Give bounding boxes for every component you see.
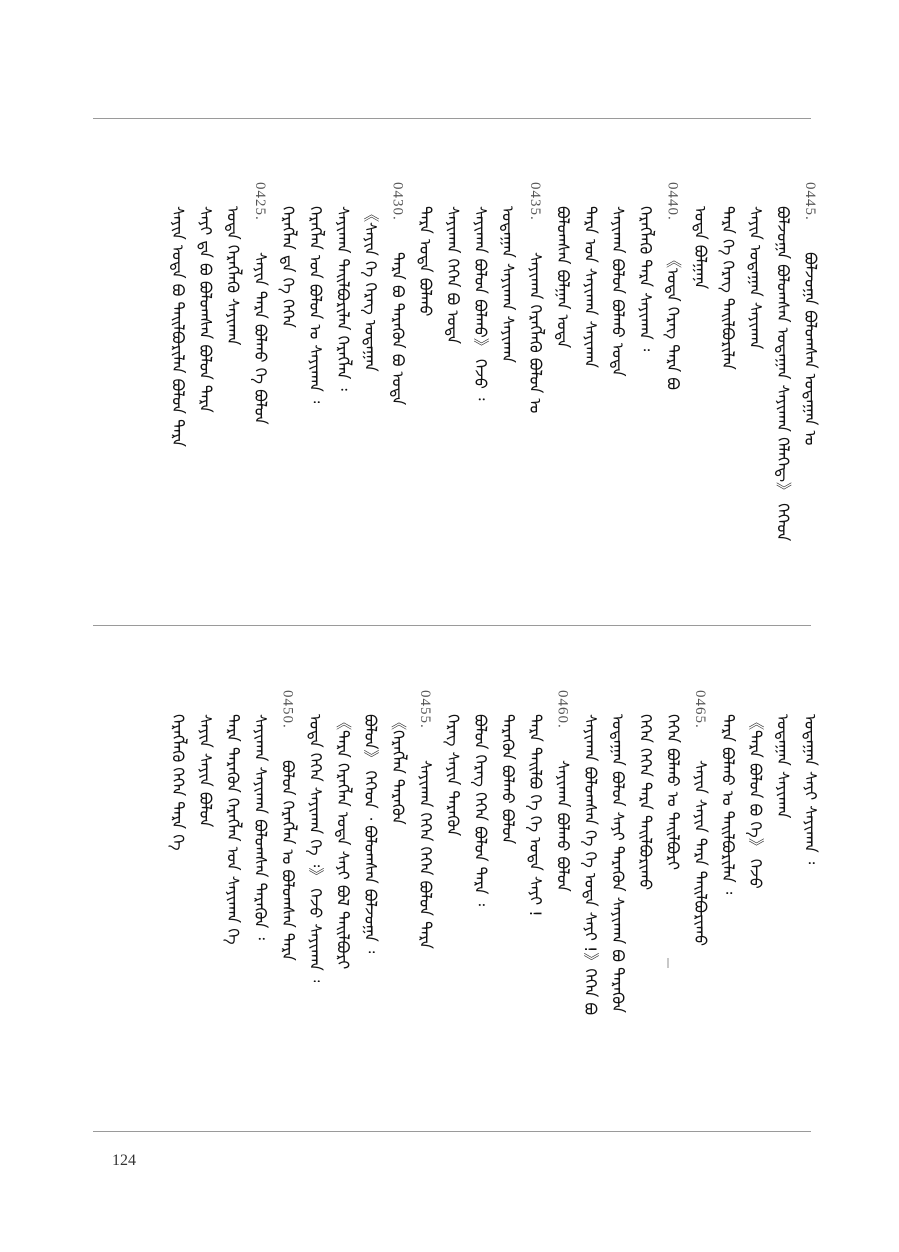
text-column [496,690,520,1114]
mongolian-verse-line: ᠬᠡᠷᠡᠭ ᠰᠠᠶᠢᠨ ᠲᠡᠷᠡᠭᠦᠨ [443,714,463,837]
mongolian-verse-line: ᠰᠠᠶᠢᠬᠠᠨ ᠭᠡᠭᠡᠨ ᠪᠣ ᠤᠳᠠ [443,206,463,345]
mongolian-verse-line: ᠰᠠᠶᠢᠨ ᠤᠳᠠᠭᠠᠨ ᠰᠠᠶᠢᠬᠠᠨ [746,206,765,350]
text-column [248,690,272,1114]
text-column [221,690,245,1114]
mongolian-verse-line: ᠤᠳᠠ ᠬᠡᠷᠡᠭᠯᠡᠬᠦ ᠰᠠᠶᠢᠬᠠᠨ [223,206,243,346]
mongolian-verse-line: ᠲᠡᠷᠡ ᠤᠨ ᠰᠠᠶᠢᠬᠠᠨ ᠰᠠᠶᠢᠬᠠᠨ [581,206,600,368]
text-column [468,182,492,610]
bottom-rule [93,1131,811,1132]
mongolian-verse-line: ᠰᠠᠶᠢᠬᠠᠨ ᠭᠡᠭᠡᠨ ᠭᠡᠭᠡᠨ ᠪᠣᠯᠤᠨ ᠲᠡᠷᠡ [416,760,435,949]
mongolian-verse-line: 《ᠲᠡᠷᠡ ᠬᠡᠷᠡᠭᠯᠡᠨ ᠤᠳᠠ ᠰᠠᠶᠢ ᠪᠣᠯ ᠲᠠᠢᠯᠪᠤᠷᠢ [333,714,353,970]
mongolian-verse-line: ᠲᠡᠷᠡᠭᠦᠨ ᠪᠣᠯᠬᠤ ᠪᠣᠯᠤᠨ [498,714,518,845]
text-column [358,182,382,610]
text-column [221,182,245,610]
text-column [248,182,272,610]
text-column [798,690,822,1114]
text-column [523,182,547,610]
text-column [798,182,822,610]
mongolian-verse-line: ᠲᠡᠷᠡ ᠲᠡᠷᠡᠭᠦᠨ ᠬᠡᠷᠡᠭᠯᠡᠨ ᠤᠨ ᠰᠠᠶᠢᠬᠠᠨ ᠬᠡ [223,714,243,945]
text-column [661,182,685,610]
mongolian-verse-line: ᠲᠡᠷᠡ ᠤᠳᠠ ᠪᠣᠯᠬᠤ [416,206,435,317]
mongolian-verse-line: ᠲᠡᠷᠡ ᠬᠡ ᠬᠡᠷᠡᠭ ᠲᠠᠢᠯᠪᠤᠷᠢᠯᠠᠨ [718,206,738,370]
entry-number: 0435. [527,182,543,221]
text-column [468,690,492,1114]
text-column [688,690,712,1114]
text-column [661,690,685,1114]
text-column [166,690,190,1114]
mongolian-verse-line: ᠪᠣᠯᠤᠨ》 ᠭᠡᠭᠡᠳ ᠂ ᠪᠣᠯᠤᠭᠰᠠᠨ ᠪᠣᠯᠵᠣᠭᠠ ᠄ [361,714,380,954]
mongolian-verse-line: ᠤᠳᠠᠭᠠᠨ ᠰᠠᠶᠢ ᠰᠠᠶᠢᠬᠠᠨ ᠄ [801,714,820,865]
text-column [496,182,520,610]
text-column [606,690,630,1114]
text-column [688,182,712,610]
mongolian-verse-line: ᠰᠠᠶᠢᠨ ᠲᠡᠷᠡ ᠪᠣᠯᠬᠤ ᠬᠡ ᠪᠣᠯᠤᠨ [251,252,270,425]
mongolian-verse-line: ᠤᠳᠠᠭᠠᠨ ᠪᠣᠯᠤᠨ ᠰᠠᠶᠢ ᠲᠡᠷᠡᠭᠦᠨ ᠰᠠᠶᠢᠬᠠᠨ ᠪᠣ ᠲᠡᠷᠡᠭᠦᠨ [608,714,628,1013]
mongolian-verse-line: 《ᠰᠠᠶᠢᠨ ᠬᠡ ᠬᠡᠷᠡᠭ ᠤᠳᠠᠭᠠᠨ [361,206,380,372]
entry-number: 0465. [692,690,708,729]
text-column [523,690,547,1114]
mongolian-verse-line: ᠰᠠᠶᠢᠬᠠᠨ ᠲᠠᠢᠯᠪᠤᠷᠢᠯᠠᠨ ᠬᠡᠷᠡᠭᠯᠡᠨ ᠄ [333,206,353,391]
text-column [386,690,410,1114]
mongolian-verse-line: ᠪᠣᠯᠤᠭᠰᠠᠨ ᠪᠣᠯᠭᠠᠨ ᠤᠳᠠ [553,206,573,349]
mongolian-verse-line: ᠲᠡᠷᠡ ᠪᠣ ᠲᠡᠷᠡᠭᠦᠨ ᠪᠣ ᠤᠳᠠ [388,252,408,406]
mongolian-verse-line: ᠭᠡᠭᠡᠨ ᠪᠣᠯᠬᠤ ᠤ ᠲᠠᠢᠯᠪᠤᠷᠢ [663,714,683,871]
mongolian-verse-line: ᠰᠠᠶᠢᠨ ᠰᠠᠶᠢᠨ ᠪᠣᠯᠤᠨ [196,714,215,828]
mongolian-verse-line: ᠤᠳᠠᠭᠠᠨ ᠰᠠᠶᠢᠬᠠᠨ [773,714,793,819]
entry-number: 0460. [554,690,571,729]
middle-rule [93,625,811,626]
text-column [633,182,657,610]
mongolian-verse-line: ᠤᠳᠠᠭᠠᠨ ᠰᠠᠶᠢᠬᠠᠨ ᠰᠠᠶᠢᠬᠠᠨ [498,206,518,363]
page-number: 124 [112,1152,136,1169]
upper-text-block [93,182,820,610]
mongolian-verse-line: ᠰᠠᠶᠢᠬᠠᠨ ᠪᠣᠯᠤᠭᠰᠠᠨ ᠬᠡ ᠬᠡ ᠤᠳᠠ ᠰᠠᠶᠢ !》ᠭᠡᠭᠡᠨ ᠪᠣ [581,714,600,1016]
mongolian-verse-line: ᠪᠣᠯᠤᠨ ᠬᠡᠷᠡᠭᠯᠡᠨ ᠤ ᠪᠣᠯᠤᠭᠰᠠᠨ ᠲᠡᠷᠡ [278,760,298,961]
text-column [413,182,437,610]
mongolian-verse-line: ᠰᠠᠶᠢᠬᠠᠨ ᠪᠣᠯᠤᠨ ᠪᠣᠯᠬᠤ》 ᠭᠡᠵᠦ ᠄ [471,206,490,401]
mongolian-verse-line: ᠤᠳᠠ ᠪᠣᠯᠭᠠᠨᠠ [691,206,710,290]
mongolian-verse-line: ᠬᠡᠷᠡᠭᠯᠡᠬᠦ ᠭᠡᠭᠡᠨ ᠲᠡᠷᠡ ᠬᠡ [168,714,188,851]
mongolian-verse-line: ᠬᠡᠷᠡᠭᠯᠡᠨ ᠤᠨ ᠪᠣᠯᠤᠨ ᠤ ᠰᠠᠶᠢᠬᠠᠨ ᠄ [306,206,325,404]
text-column [358,690,382,1114]
entry-number: 0440. [664,182,681,221]
text-column [441,182,465,610]
mongolian-verse-line: ᠪᠣᠯᠤᠨ ᠬᠡᠷᠡᠭ ᠭᠡᠭᠡᠨ ᠪᠣᠯᠤᠨ ᠲᠡᠷᠡ ᠄ [471,714,490,907]
mongolian-verse-line: ᠲᠡᠷᠡ ᠪᠣᠯᠬᠤ ᠤ ᠲᠠᠢᠯᠪᠤᠷᠢᠯᠠᠨ ᠄ [718,714,738,895]
text-column [606,182,630,610]
text-column [276,182,300,610]
mongolian-verse-line: ᠰᠠᠶᠢᠨ ᠤᠳᠠ ᠪᠣ ᠲᠠᠢᠯᠪᠤᠷᠢᠯᠠᠨ ᠪᠣᠯᠤᠨ ᠲᠡᠷᠡ [168,206,188,447]
mongolian-verse-line: ᠬᠡᠷᠡᠭᠯᠡᠨ ᠳᠠ ᠬᠡ ᠭᠡᠭᠡᠨ [278,206,298,328]
mongolian-verse-line: ᠬᠡᠷᠡᠭᠯᠡᠬᠦ ᠲᠡᠷᠡ ᠰᠠᠶᠢᠬᠠᠨ ᠄ [636,206,655,352]
entry-number: 0450. [279,690,296,729]
mongolian-verse-line: ᠭᠡᠭᠡᠨ ᠭᠡᠭᠡᠨ ᠲᠡᠷᠡ ᠲᠠᠢᠯᠪᠤᠷᠢᠬᠤ [636,714,655,891]
text-column [193,182,217,610]
text-column [193,690,217,1114]
text-column [303,182,327,610]
entry-number: 0445. [802,182,818,221]
text-column [413,690,437,1114]
text-column [578,690,602,1114]
entry-number: 0425. [252,182,268,221]
text-column [716,182,740,610]
lower-text-block [93,690,820,1114]
text-column [386,182,410,610]
entry-number: 0455. [417,690,433,729]
mongolian-verse-line: 《ᠤᠳᠠ ᠬᠡᠷᠡᠭ ᠲᠡᠷᠡ ᠪᠣ [663,252,683,390]
text-column [166,182,190,610]
mongolian-verse-line: ᠰᠠᠶᠢᠨ ᠰᠠᠶᠢᠨ ᠲᠡᠷᠡ ᠲᠠᠢᠯᠪᠤᠷᠢᠬᠤ [691,760,710,947]
mongolian-verse-line: ᠪᠣᠯᠵᠣᠭᠠ ᠪᠣᠯᠤᠭᠰᠠᠨ ᠤᠳᠠᠭᠠᠨ ᠤ [801,252,820,446]
text-column [743,182,767,610]
mongolian-verse-line: ᠪᠣᠯᠵᠣᠭᠠ ᠪᠣᠯᠤᠭᠰᠠᠨ ᠤᠳᠠᠭᠠᠨ ᠰᠠᠶᠢᠬᠠᠨ ᠬᠡᠯᠡᠭᠡᠳ᠋》 ᠭᠡᠭᠡᠳ [773,206,793,542]
mongolian-verse-line: ᠰᠠᠶᠢᠬᠠᠨ ᠰᠠᠶᠢᠬᠠᠨ ᠪᠣᠯᠤᠭᠰᠠᠨ ᠲᠡᠷᠡᠭᠦᠨ ᠄ [251,714,270,940]
mongolian-verse-line: 《ᠲᠡᠷᠡ ᠪᠣᠯᠤᠨ ᠪᠣ ᠭᠡ》 ᠭᠡᠵᠦ [746,714,765,889]
text-column [331,182,355,610]
text-column [716,690,740,1114]
text-column [303,690,327,1114]
text-column [441,690,465,1114]
mongolian-verse-line: ᠰᠠᠶᠢᠬᠠᠨ ᠬᠡᠷᠡᠭᠯᠡᠬᠦ ᠪᠣᠯᠤᠨ ᠤ [526,252,545,414]
text-column [551,690,575,1114]
mongolian-verse-line: ᠤᠳᠠ ᠭᠡᠭᠡᠨ ᠰᠠᠶᠢᠬᠠᠨ ᠭᠡ ᠄》 ᠭᠡᠵᠦ ᠰᠠᠶᠢᠬᠠᠨ ᠄ [306,714,325,983]
text-column [276,690,300,1114]
text-column [578,182,602,610]
text-column [551,182,575,610]
mongolian-verse-line: ᠰᠠᠶᠢᠬᠠᠨ ᠪᠣᠯᠬᠤ ᠪᠣᠯᠤᠨ [553,760,573,892]
mongolian-verse-line: ᠰᠠᠶᠢ ᠳᠠ ᠪᠣ ᠪᠣᠯᠤᠭᠰᠠᠨ ᠪᠣᠯᠤᠨ ᠲᠡᠷᠡ [196,206,215,413]
text-column [743,690,767,1114]
mongolian-verse-line: ᠰᠠᠶᠢᠬᠠᠨ ᠪᠣᠯᠤᠨ ᠪᠣᠯᠬᠤ ᠤᠳᠠ [608,206,628,377]
text-column [633,690,657,1114]
scan-speck [667,958,669,968]
text-column [771,690,795,1114]
text-column [331,690,355,1114]
mongolian-verse-line: ᠲᠡᠷᠡ ᠲᠠᠢᠯᠪᠤ ᠬᠡ ᠬᠡ ᠤᠳᠠ ᠰᠠᠶᠢ ! [526,714,545,917]
mongolian-verse-line: 《ᠬᠡᠷᠡᠭᠯᠡᠨ ᠲᠡᠷᠡᠭᠦᠨ [388,714,408,825]
entry-number: 0430. [389,182,406,221]
text-column [771,182,795,610]
top-rule [93,118,811,119]
